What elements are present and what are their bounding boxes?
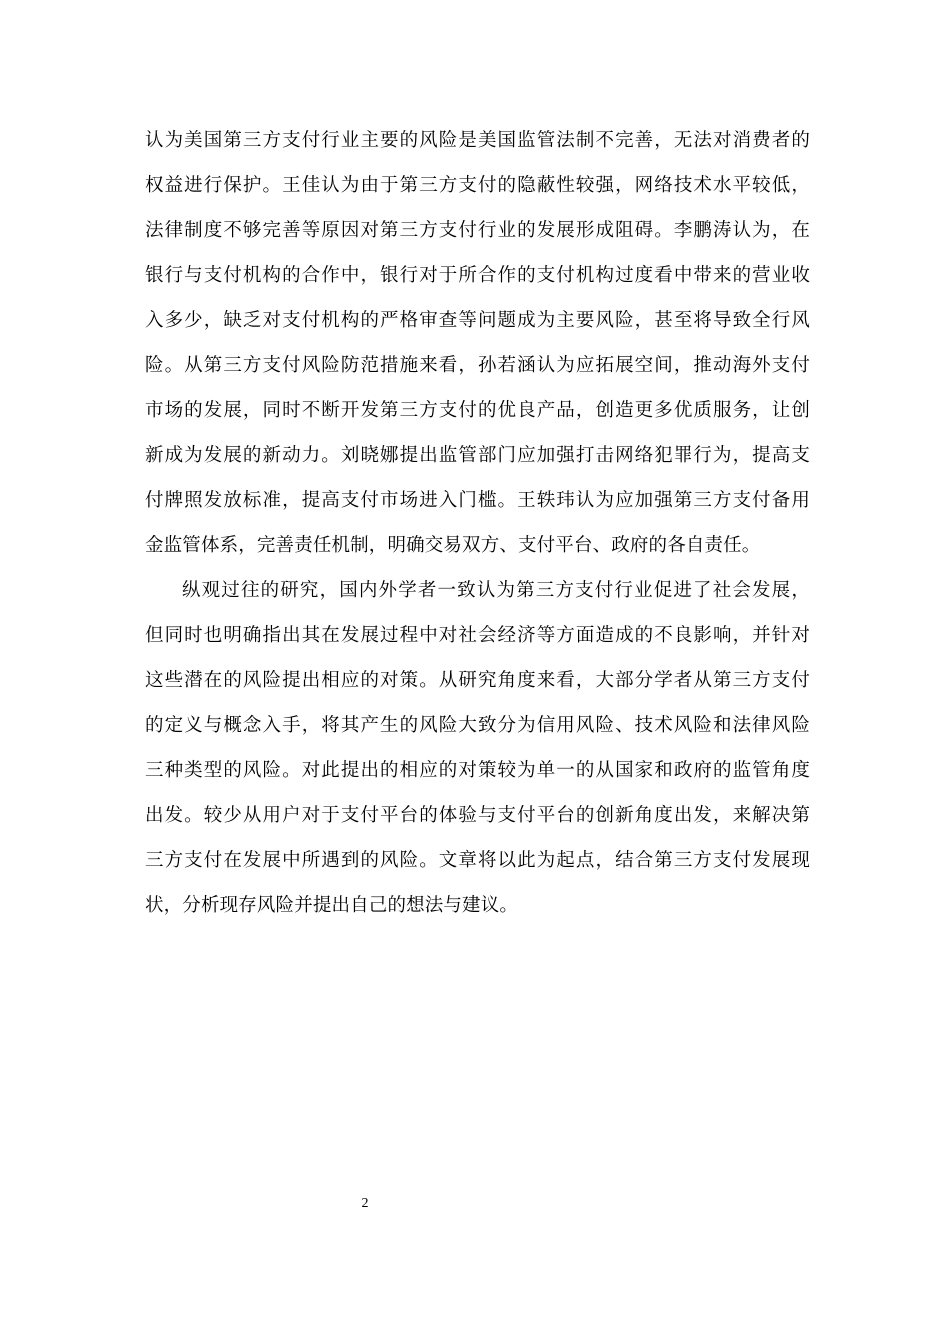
text-line: 但同时也明确指出其在发展过程中对社会经济等方面造成的不良影响，并针对: [145, 625, 810, 646]
text-line: 入多少，缺乏对支付机构的严格审查等问题成为主要风险，甚至将导致全行风: [145, 310, 810, 331]
text-line: 三方支付在发展中所遇到的风险。文章将以此为起点，结合第三方支付发展现: [145, 850, 810, 871]
text-line: 的定义与概念入手，将其产生的风险大致分为信用风险、技术风险和法律风险: [145, 715, 810, 736]
text-line: 这些潜在的风险提出相应的对策。从研究角度来看，大部分学者从第三方支付: [145, 670, 810, 691]
text-line: 三种类型的风险。对此提出的相应的对策较为单一的从国家和政府的监管角度: [145, 760, 810, 781]
text-line: 纵观过往的研究，国内外学者一致认为第三方支付行业促进了社会发展，: [182, 580, 810, 601]
text-line: 付牌照发放标准，提高支付市场进入门槛。王轶玮认为应加强第三方支付备用: [145, 490, 810, 511]
text-line: 状，分析现存风险并提出自己的想法与建议。: [145, 895, 519, 916]
text-line: 出发。较少从用户对于支付平台的体验与支付平台的创新角度出发，来解决第: [145, 805, 810, 826]
text-line: 银行与支付机构的合作中，银行对于所合作的支付机构过度看中带来的营业收: [145, 265, 810, 286]
page-number: 2: [361, 1196, 369, 1211]
text-line: 险。从第三方支付风险防范措施来看，孙若涵认为应拓展空间，推动海外支付: [145, 355, 810, 376]
text-line: 法律制度不够完善等原因对第三方支付行业的发展形成阻碍。李鹏涛认为，在: [145, 220, 810, 241]
text-line: 金监管体系，完善责任机制，明确交易双方、支付平台、政府的各自责任。: [145, 535, 761, 556]
text-line: 市场的发展，同时不断开发第三方支付的优良产品，创造更多优质服务，让创: [145, 400, 810, 421]
text-line: 认为美国第三方支付行业主要的风险是美国监管法制不完善，无法对消费者的: [145, 130, 810, 151]
text-line: 权益进行保护。王佳认为由于第三方支付的隐蔽性较强，网络技术水平较低，: [145, 175, 810, 196]
body-text: [145, 118, 810, 928]
text-line: 新成为发展的新动力。刘晓娜提出监管部门应加强打击网络犯罪行为，提高支: [145, 445, 810, 466]
